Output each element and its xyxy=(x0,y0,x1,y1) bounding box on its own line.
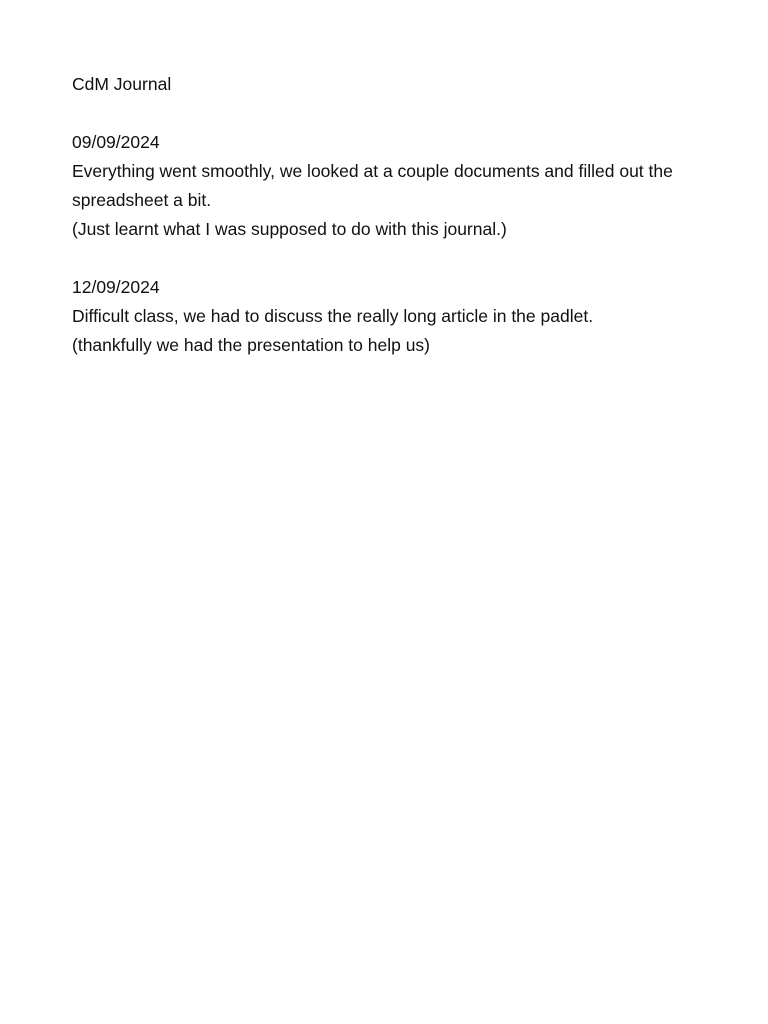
entry-date: 09/09/2024 xyxy=(72,132,160,152)
entry-text: (thankfully we had the presentation to help us) xyxy=(72,335,430,355)
journal-entry xyxy=(72,273,692,360)
entry-text: Everything went smoothly, we looked at a couple documents and filled out the spreadsheet a bit. xyxy=(72,161,673,210)
document-title: CdM Journal xyxy=(72,74,172,94)
journal-entry xyxy=(72,128,692,244)
document-page xyxy=(72,70,692,360)
entry-date: 12/09/2024 xyxy=(72,277,160,297)
entry-text: (Just learnt what I was supposed to do with this journal.) xyxy=(72,219,507,239)
blank-line xyxy=(72,244,692,273)
blank-line xyxy=(72,99,692,128)
entry-text: Difficult class, we had to discuss the really long article in the padlet. xyxy=(72,306,594,326)
